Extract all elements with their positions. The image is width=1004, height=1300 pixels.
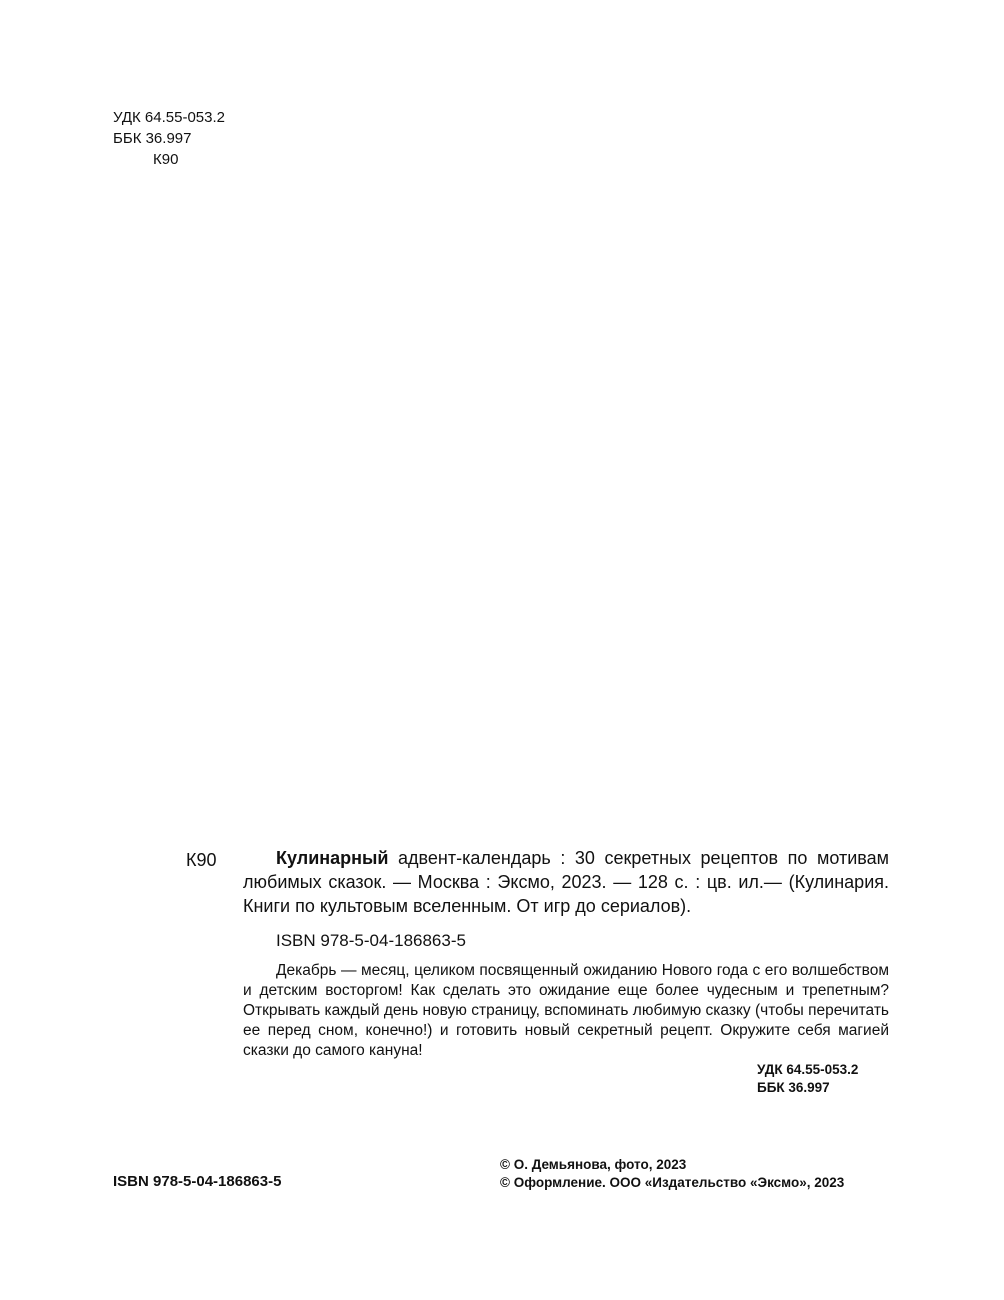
entry-description: адвент-календарь : 30 секретных рецептов по мотивам любимых сказок. — Москва : Эксмо, 2023. — 128 с. : цв. ил.— (Кулинария. Книги по культовым вселенным. От игр до сериалов). bbox=[243, 848, 889, 916]
top-classification-codes bbox=[113, 107, 225, 170]
footer-isbn: ISBN 978-5-04-186863-5 bbox=[113, 1173, 282, 1190]
entry-classification-codes bbox=[757, 1061, 858, 1097]
author-sign: К90 bbox=[153, 151, 179, 168]
copyright-photo: © О. Демьянова, фото, 2023 bbox=[500, 1157, 687, 1172]
bbk-code: ББК 36.997 bbox=[113, 130, 192, 147]
entry-author-sign: К90 bbox=[186, 850, 217, 870]
copyright-design: © Оформление. ООО «Издательство «Эксмо», 2023 bbox=[500, 1175, 845, 1190]
udk-code: УДК 64.55-053.2 bbox=[113, 109, 225, 126]
bibliographic-entry bbox=[243, 846, 889, 918]
entry-title-bold: Кулинарный bbox=[276, 848, 389, 868]
entry-isbn: ISBN 978-5-04-186863-5 bbox=[276, 931, 466, 950]
entry-bbk: ББК 36.997 bbox=[757, 1080, 830, 1095]
annotation-text: Декабрь — месяц, целиком посвященный ожиданию Нового года с его волшебством и детским восторгом! Как сделать это ожидание еще более чудесным и трепетным? Открывать каждый день новую страницу, вспоминать любимую сказку (чтобы перечитать ее перед сном, конечно!) и готовить новый секретный рецепт. Окружите себя магией сказки до самого кануна! bbox=[243, 962, 889, 1059]
copyright-block bbox=[500, 1156, 844, 1192]
entry-udk: УДК 64.55-053.2 bbox=[757, 1062, 859, 1077]
